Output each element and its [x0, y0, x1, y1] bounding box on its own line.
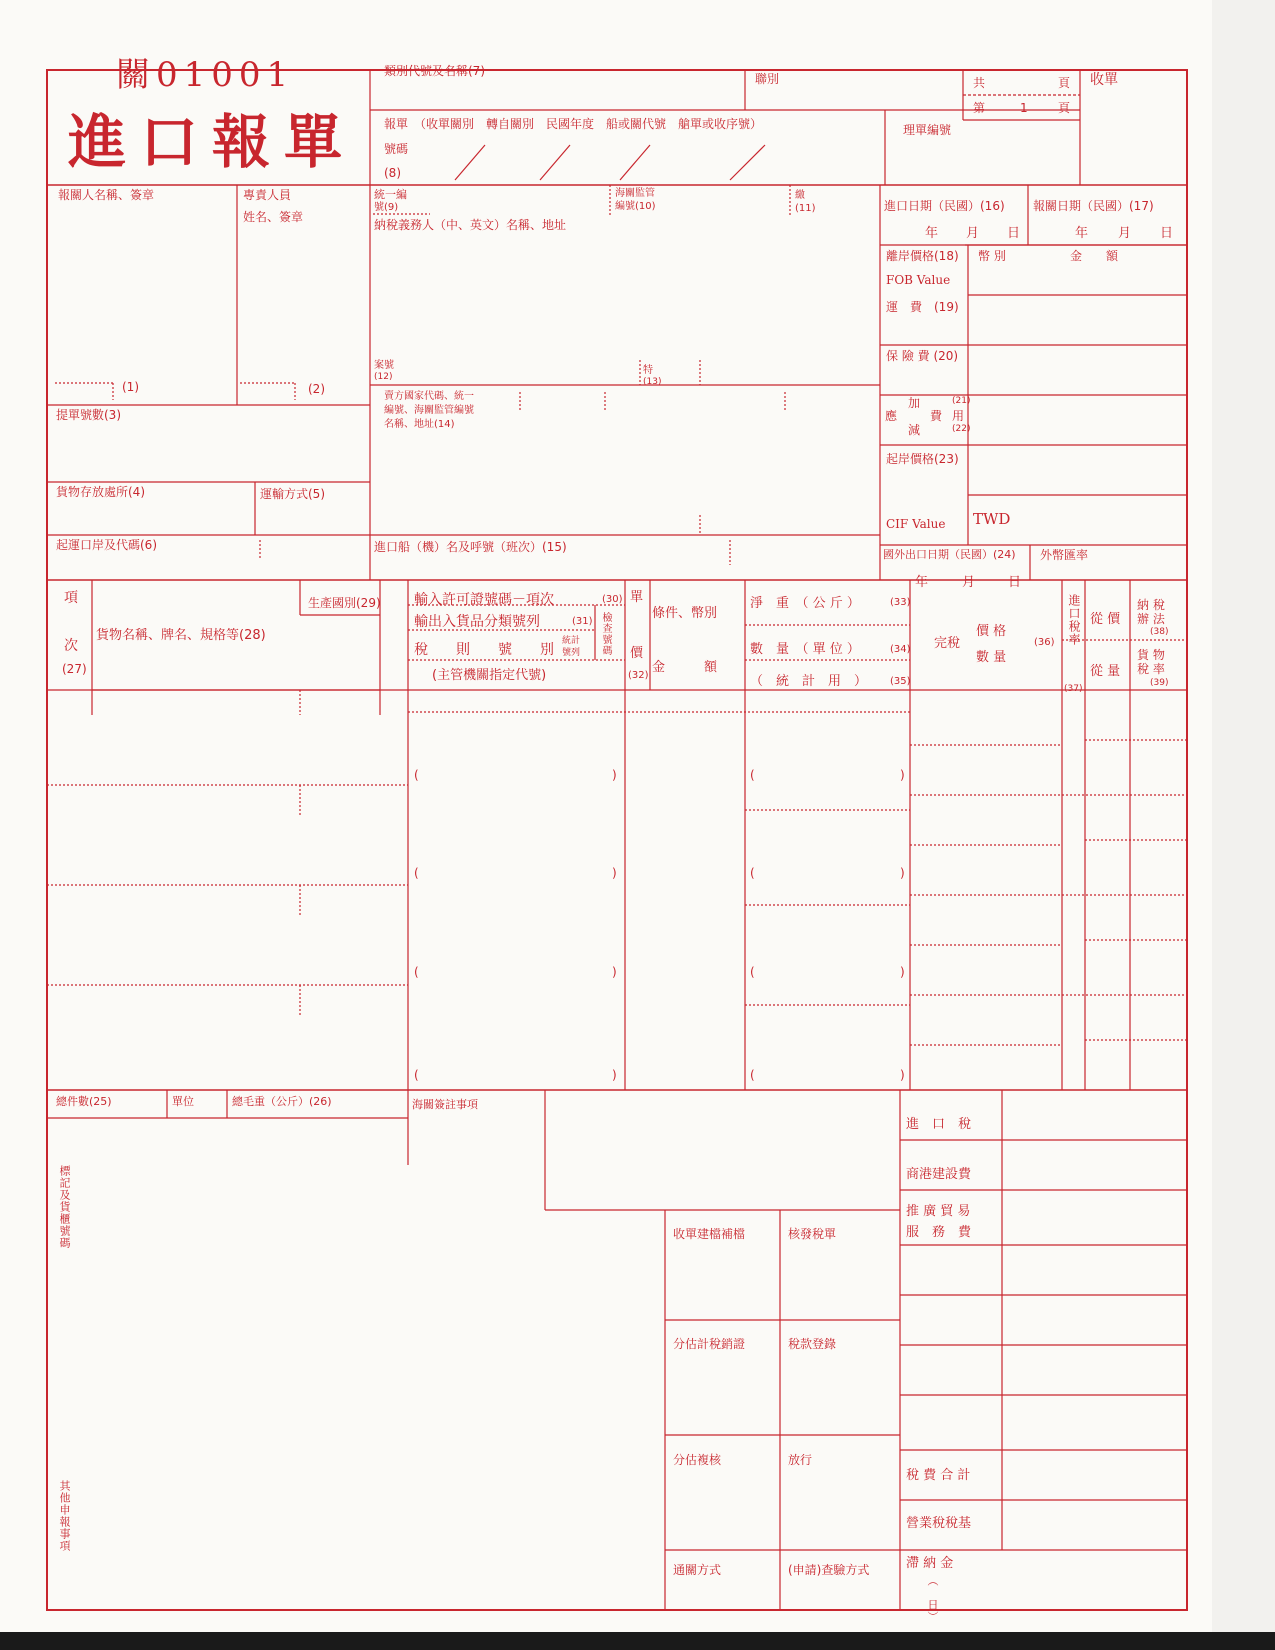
- pages-total-unit: 頁: [1058, 76, 1071, 90]
- decl-no-label2: 號碼: [384, 142, 409, 156]
- broker-num: (1): [122, 380, 139, 394]
- import-date-label: 進口日期（民國）(16): [884, 199, 1005, 213]
- seller-label3: 名稱、地址(14): [384, 419, 455, 430]
- goods-tax-rate-label2: 稅 率: [1137, 662, 1165, 676]
- form-code: 關01001: [116, 55, 295, 95]
- valuation-label: 分估計稅銷證: [673, 1337, 746, 1351]
- net-weight-label: 淨 重 （ 公 斤 ）: [750, 596, 860, 611]
- tax-method-label2: 辦 法: [1137, 612, 1165, 626]
- net-weight-num: (33): [890, 597, 911, 608]
- pages-total-label: 共: [973, 76, 986, 90]
- decl-no-fields: （收單關別 轉自關別 民國年度 船或關代號 艙單或收序號）: [414, 117, 763, 131]
- fob-label: 離岸價格(18): [886, 249, 959, 263]
- page-no-value: 1: [1020, 101, 1028, 115]
- total-pkg-label: 總件數(25): [56, 1095, 112, 1108]
- item-label2: 次: [64, 638, 78, 654]
- row2-qty-open: (: [750, 866, 755, 880]
- receipt-stamp: 收單: [1090, 72, 1118, 88]
- duty-value-qty: 數 量: [976, 650, 1007, 665]
- currency-label: 幣 別: [978, 249, 1006, 263]
- bl-no-label: 提單號數(3): [56, 408, 121, 422]
- hs-label: 輸出入貨品分類號列: [414, 614, 540, 630]
- storage-label: 貨物存放處所(4): [56, 485, 145, 499]
- check-no-label: 檢查號碼: [600, 612, 611, 656]
- case-no-label: 案號: [374, 360, 394, 371]
- tax-count-num: (11): [795, 203, 816, 214]
- page-no-unit: 頁: [1058, 101, 1071, 115]
- row2-tariff-close: ): [612, 866, 617, 880]
- export-date-day: 日: [1008, 575, 1022, 590]
- insurance-label: 保 險 費 (20): [886, 349, 959, 363]
- adjust-sub-num: (22): [952, 424, 971, 434]
- row1-qty-close: ): [900, 768, 905, 782]
- seller-label: 賣方國家代碼、統一: [384, 391, 474, 402]
- transport-label: 運輸方式(5): [260, 487, 325, 501]
- export-date-month: 月: [962, 575, 976, 590]
- cif-label: 起岸價格(23): [886, 452, 959, 466]
- specific-label: 從 量: [1090, 664, 1121, 679]
- row1-tariff-open: (: [414, 768, 419, 782]
- decl-date-label: 報關日期（民國）(17): [1033, 199, 1154, 213]
- item-label: 項: [64, 590, 78, 606]
- adjust-sub-label: 減: [908, 423, 921, 437]
- other-label: 其他申報事項: [58, 1480, 71, 1552]
- export-date-year: 年: [915, 575, 929, 590]
- import-date-day: 日: [1007, 226, 1021, 241]
- origin-country-label: 生產國別(29): [308, 596, 381, 610]
- decl-date-month: 月: [1118, 226, 1132, 241]
- cif-en-label: CIF Value: [886, 517, 946, 531]
- stat-use-num: (35): [890, 676, 911, 687]
- decl-date-day: 日: [1160, 226, 1174, 241]
- adjust-label: 應: [885, 409, 898, 423]
- unit-price-num: (32): [628, 670, 649, 681]
- taxpayer-label: 納稅義務人（中、英文）名稱、地址: [374, 218, 567, 232]
- hs-num: (31): [572, 616, 593, 627]
- filing-label: 收單建檔補檔: [673, 1227, 746, 1241]
- amount-col-label: 金 額: [652, 660, 718, 675]
- import-date-year: 年: [925, 226, 939, 241]
- import-tax-label: 進 口 稅: [906, 1117, 972, 1132]
- specialist-label2: 姓名、簽章: [243, 210, 304, 224]
- row2-tariff-open: (: [414, 866, 419, 880]
- vessel-label: 進口船（機）名及呼號（班次）(15): [374, 540, 567, 554]
- row3-qty-open: (: [750, 965, 755, 979]
- tariff-label: 稅 則 號 別: [414, 642, 554, 658]
- late-fee-label: 滯 納 金: [906, 1556, 954, 1571]
- terms-label: 條件、幣別: [652, 606, 718, 621]
- row3-tariff-open: (: [414, 965, 419, 979]
- permit-num: (30): [602, 594, 623, 605]
- trade-fee-label2: 服 務 費: [906, 1225, 972, 1240]
- qty-num: (34): [890, 644, 911, 655]
- adjust-add-num: (21): [952, 396, 971, 406]
- row3-tariff-close: ): [612, 965, 617, 979]
- review-label: 分估複核: [673, 1453, 722, 1467]
- broker-label: 報關人名稱、簽章: [58, 188, 155, 202]
- duty-value-label: 完稅: [934, 636, 961, 651]
- decl-no-label: 報單: [384, 117, 409, 131]
- trade-fee-label: 推 廣 貿 易: [906, 1204, 971, 1219]
- adjust-use-label: 用: [952, 409, 965, 423]
- import-tax-rate-label: 進口稅率: [1067, 594, 1081, 646]
- case-no-num: (12): [374, 372, 393, 382]
- export-date-label: 國外出口日期（民國）(24): [883, 548, 1016, 561]
- total-tax-label: 稅 費 合 計: [906, 1468, 971, 1483]
- supervision-label: 海關監管: [615, 188, 655, 199]
- row4-qty-close: ): [900, 1068, 905, 1082]
- copy-type-label: 聯別: [755, 72, 780, 86]
- goods-tax-rate-label: 貨 物: [1137, 648, 1165, 662]
- amount-label: 金 額: [1070, 249, 1119, 263]
- cif-currency: TWD: [973, 510, 1011, 528]
- processing-no-label: 理單編號: [903, 123, 952, 137]
- goods-tax-rate-num: (39): [1150, 678, 1169, 688]
- unit-price-label2: 價: [630, 646, 644, 661]
- specialist-label: 專責人員: [243, 188, 292, 202]
- row2-qty-close: ): [900, 866, 905, 880]
- category-label: 類別代號及名稱(7): [384, 64, 485, 78]
- marks-label: 標記及貨櫃號碼: [58, 1165, 71, 1249]
- row3-qty-close: ): [900, 965, 905, 979]
- desc-label: 貨物名稱、牌名、規格等(28): [96, 628, 266, 643]
- tax-method-label: 納 稅: [1137, 598, 1165, 612]
- permit-label: 輸入許可證號碼－項次: [414, 592, 554, 608]
- customs-notes-label: 海關簽註事項: [412, 1098, 478, 1111]
- page-no-label: 第: [973, 101, 986, 115]
- tax-method-num: (38): [1150, 627, 1169, 637]
- fob-en-label: FOB Value: [886, 273, 951, 287]
- unit-price-label: 單: [630, 590, 644, 605]
- tax-count-label: 繳: [795, 190, 805, 201]
- unified-no-label2: 號(9): [374, 202, 399, 213]
- specialist-num: (2): [308, 382, 325, 396]
- stat-label: 統計: [562, 636, 581, 646]
- form-title: 進口報單: [68, 108, 357, 176]
- freight-label: 運 費 (19): [886, 300, 959, 314]
- authority-label: (主管機關指定代號): [432, 668, 547, 683]
- stat-use-label: （ 統 計 用 ）: [750, 674, 868, 689]
- vat-base-label: 營業稅稅基: [906, 1516, 972, 1531]
- decl-date-year: 年: [1075, 226, 1089, 241]
- supervision-label2: 編號(10): [615, 201, 656, 212]
- import-tax-rate-num: (37): [1064, 684, 1083, 694]
- inspection-label: (申請)查驗方式: [788, 1563, 870, 1577]
- row4-tariff-open: (: [414, 1068, 419, 1082]
- duty-value-price: 價 格: [976, 624, 1007, 639]
- origin-port-label: 起運口岸及代碼(6): [56, 538, 157, 552]
- pkg-unit-label: 單位: [172, 1095, 194, 1108]
- stat-label2: 號列: [562, 648, 581, 658]
- duty-value-num: (36): [1034, 637, 1055, 648]
- row4-qty-open: (: [750, 1068, 755, 1082]
- item-num: (27): [62, 662, 87, 676]
- late-fee-days: （ 日）: [926, 1575, 939, 1623]
- gross-weight-label: 總毛重（公斤）(26): [232, 1095, 332, 1108]
- row1-qty-open: (: [750, 768, 755, 782]
- row1-tariff-close: ): [612, 768, 617, 782]
- port-fee-label: 商港建設費: [906, 1167, 972, 1182]
- unified-no-label: 統一編: [374, 188, 407, 201]
- decl-no-num: (8): [384, 166, 401, 180]
- seller-label2: 編號、海關監管編號: [384, 405, 474, 416]
- row4-tariff-close: ): [612, 1068, 617, 1082]
- import-date-month: 月: [966, 226, 980, 241]
- special-label: 特: [643, 365, 653, 376]
- adjust-fee-label: 費: [930, 409, 943, 423]
- adjust-add-label: 加: [908, 396, 921, 410]
- clearance-label: 通關方式: [673, 1563, 722, 1577]
- tax-bill-label: 核發稅單: [788, 1227, 837, 1241]
- release-label: 放行: [788, 1453, 813, 1467]
- qty-label: 數 量 （ 單 位 ）: [750, 642, 860, 657]
- fx-rate-label: 外幣匯率: [1040, 548, 1089, 562]
- tax-reg-label: 稅款登錄: [788, 1337, 837, 1351]
- special-num: (13): [643, 377, 662, 387]
- ad-valorem-label: 從 價: [1090, 612, 1121, 627]
